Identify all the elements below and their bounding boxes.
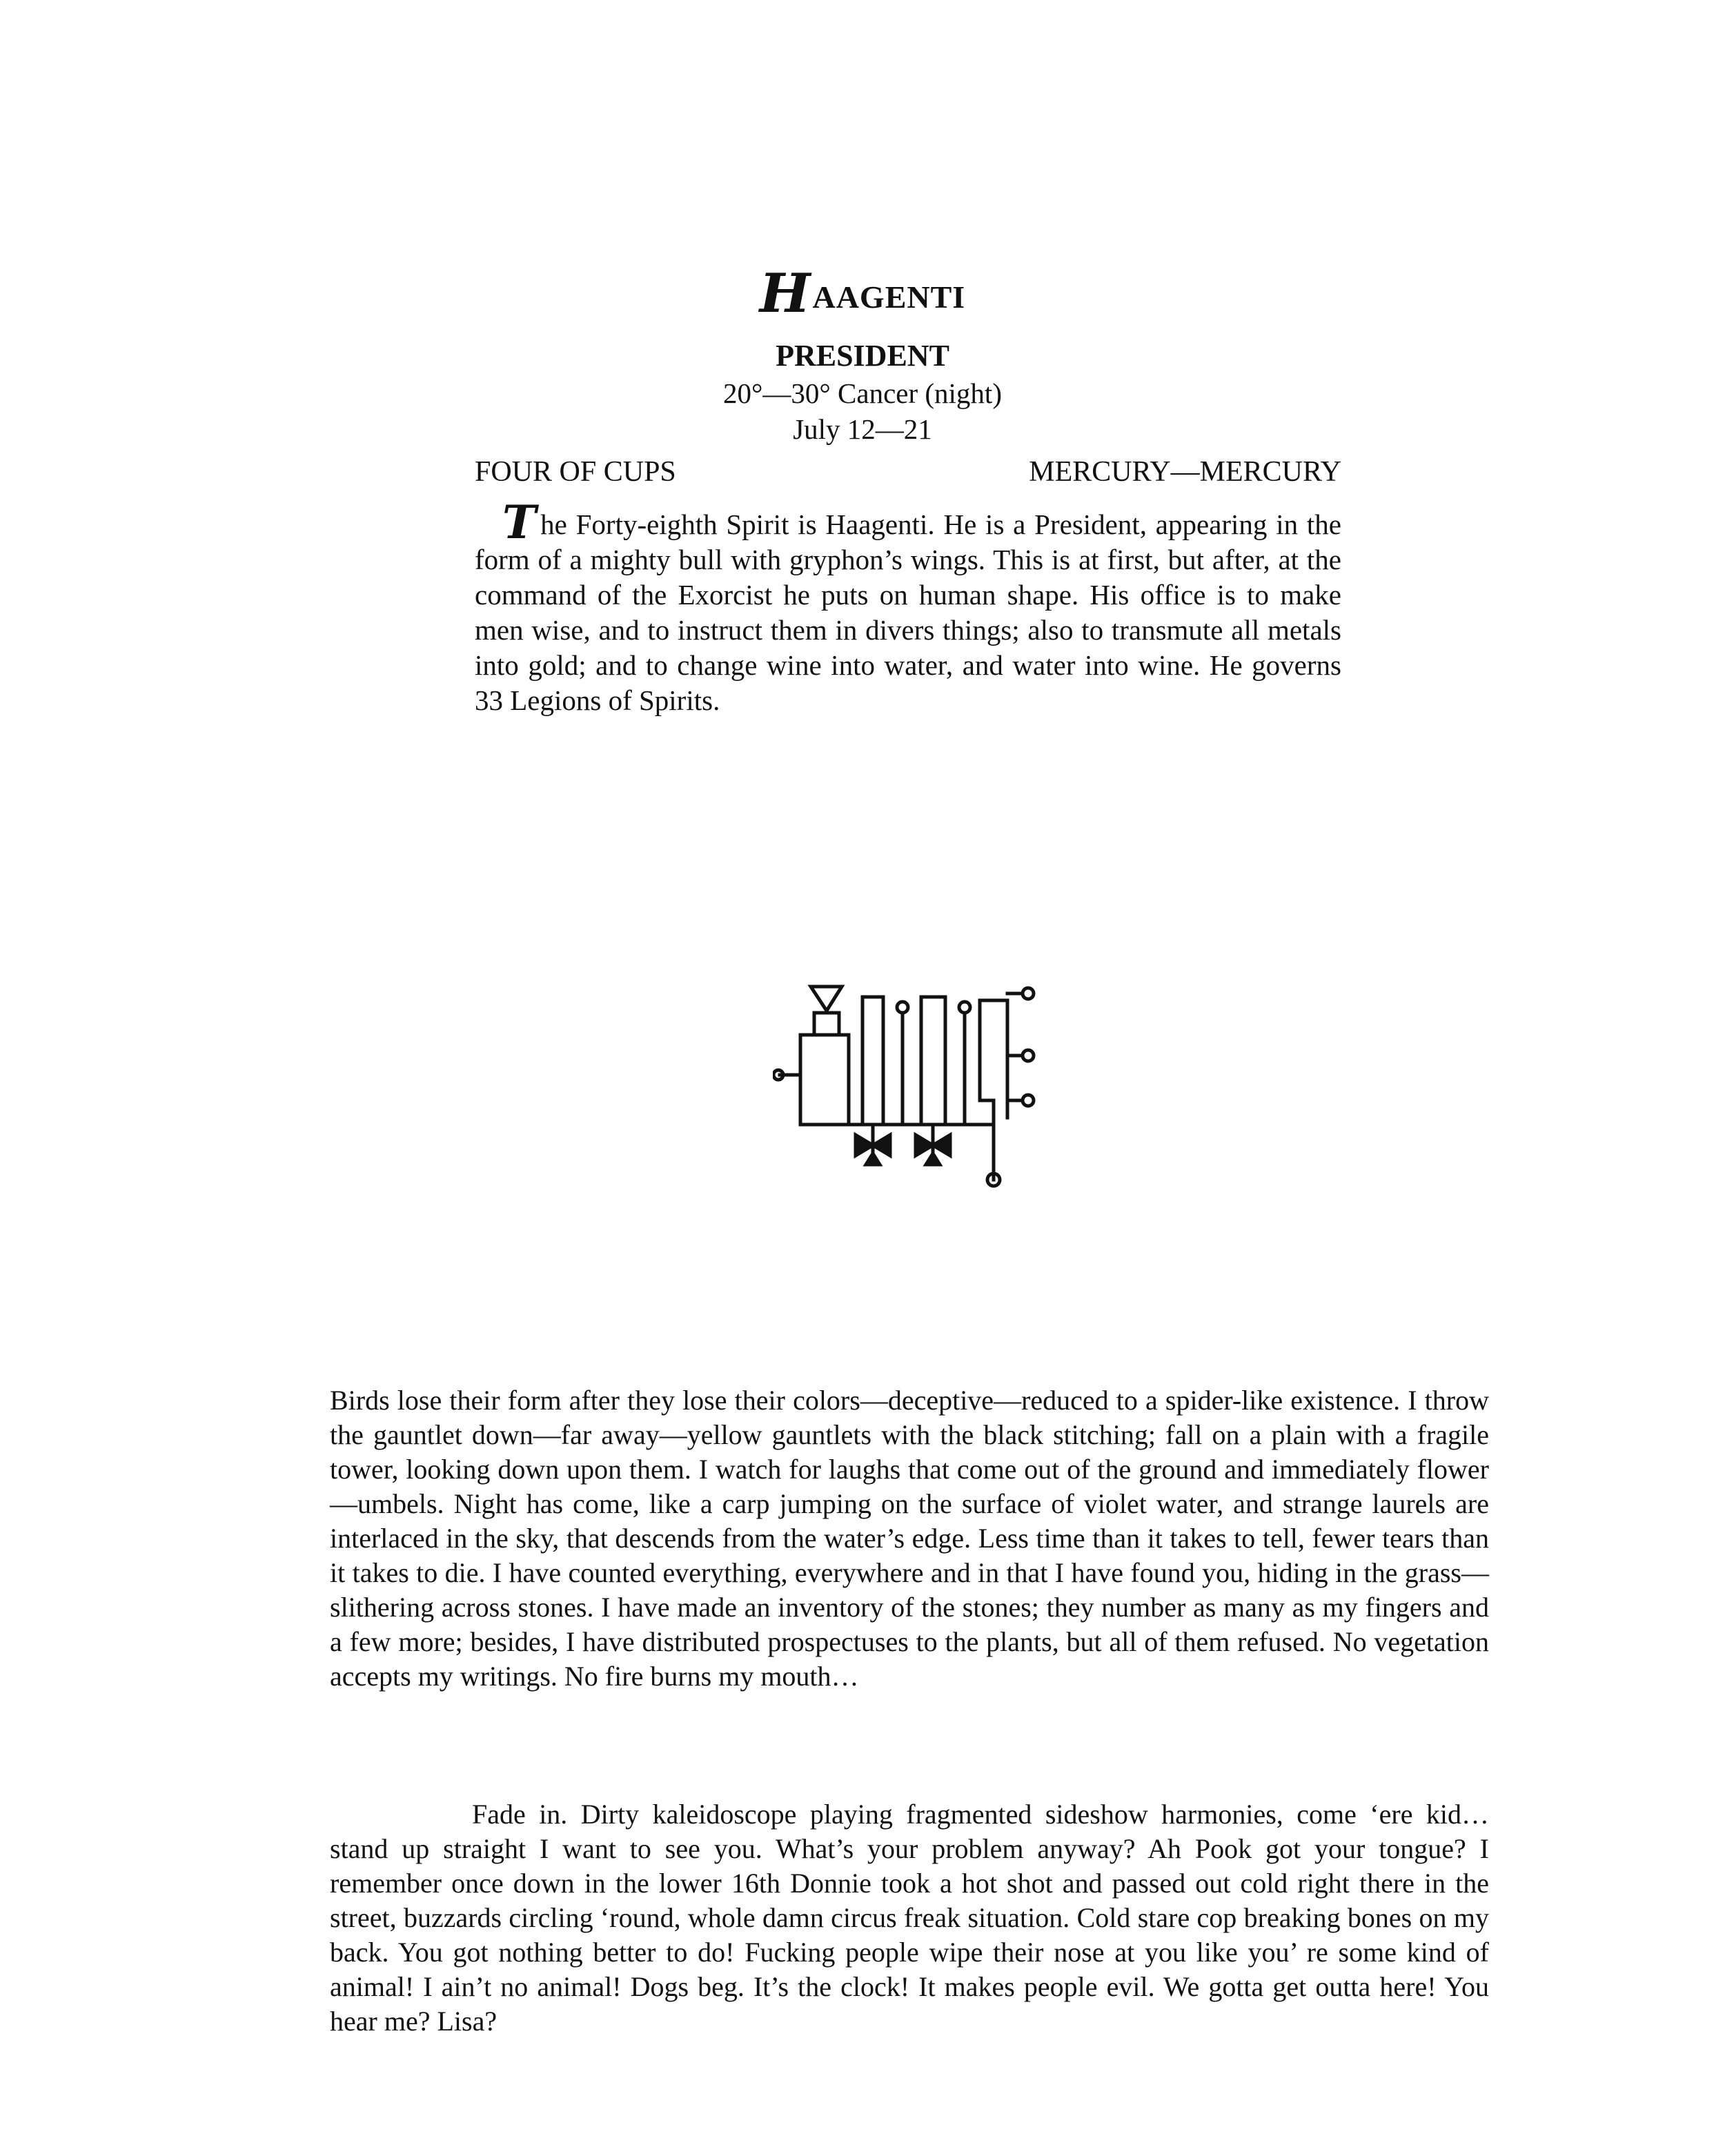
description-initial: T [502, 495, 537, 549]
spirit-title [0, 262, 1725, 325]
spirit-dates: July 12—21 [793, 413, 932, 445]
description-text: he Forty-eighth Spirit is Haagenti. He is a President, appearing in the form of a mighty bull with gryphon’s wings. This is at first, but after, at the command of the Exorcist he puts on human shape. His office is to make men wise, and to instruct them in divers things; also to transmute all metals into gold; and to change wine into water, and water into wine. He governs 33 Legions of Spirits. [475, 508, 1341, 716]
spirit-degrees: 20°—30° Cancer (night) [723, 377, 1002, 409]
haagenti-sigil-icon [773, 973, 1049, 1194]
spirit-rank: PRESIDENT [776, 339, 949, 373]
tarot-card: FOUR OF CUPS [475, 456, 676, 488]
title-initial: H [759, 262, 811, 325]
planets: MERCURY—MERCURY [1029, 456, 1341, 488]
spirit-description [475, 495, 1341, 718]
title-rest: AAGENTI [812, 279, 966, 315]
prose-paragraph-2-text: Fade in. Dirty kaleidoscope playing fragmented sideshow harmonies, come ‘ere kid… stand up straight I want to see you. What’s your problem anyway? Ah Pook got your tongue? I remember once down in the lower 16th Donnie took a hot shot and passed out cold right there in the street, buzzards circling ‘round, whole damn circus freak situation. Cold stare cop breaking bones on my back. You got nothing better to do! Fucking people wipe their nose at you like you’ re some kind of animal! I ain’t no animal! Dogs beg. It’s the clock! It makes people evil. We gotta get outta here! You hear me? Lisa? [330, 1799, 1489, 2037]
prose-paragraph-1: Birds lose their form after they lose their colors—deceptive—reduced to a spider-like existence. I throw the gauntlet down—far away—yellow gauntlets with the black stitching; fall on a plain with a fragile tower, looking down upon them. I watch for laughs that come out of the ground and immediately flower—umbels. Night has come, like a carp jumping on the surface of violet water, and strange laurels are interlaced in the sky, that descends from the water’s edge. Less time than it takes to tell, fewer tears than it takes to die. I have counted everything, everywhere and in that I have found you, hiding in the grass—slithering across stones. I have made an inventory of the stones; they number as many as my fingers and a few more; besides, I have distributed prospectuses to the plants, but all of them refused. No vegetation accepts my writings. No fire burns my mouth… [330, 1385, 1489, 1692]
prose-paragraph-2 [330, 1797, 1489, 2039]
